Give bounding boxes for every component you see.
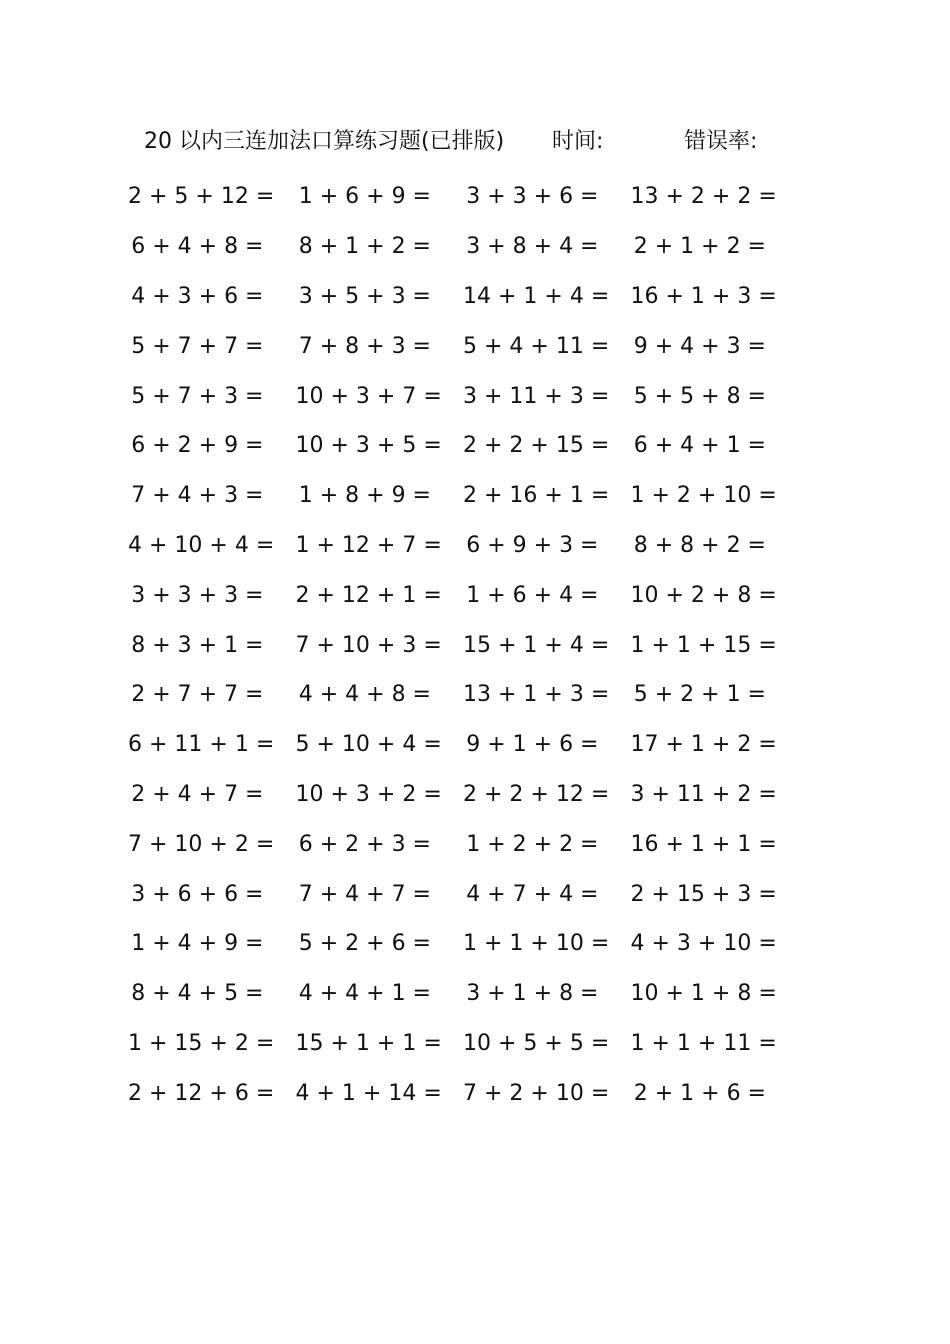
- problem-item: 5 + 10 + 4 =: [295, 732, 442, 758]
- problem-item: 6 + 4 + 1 =: [633, 433, 766, 459]
- problem-grid: [128, 172, 798, 1118]
- problem-item: 6 + 9 + 3 =: [466, 532, 599, 558]
- problem-item: 10 + 2 + 8 =: [630, 582, 777, 608]
- problem-item: 3 + 5 + 3 =: [298, 283, 431, 309]
- problem-item: 1 + 6 + 9 =: [298, 184, 431, 210]
- problem-item: 4 + 1 + 14 =: [295, 1080, 442, 1106]
- problem-row: [128, 670, 798, 720]
- problem-item: 6 + 2 + 9 =: [131, 433, 264, 459]
- problem-item: 13 + 1 + 3 =: [463, 682, 610, 708]
- worksheet-header: [144, 124, 784, 160]
- problem-item: 1 + 2 + 10 =: [630, 483, 777, 509]
- problem-item: 4 + 3 + 6 =: [131, 283, 264, 309]
- problem-item: 5 + 4 + 11 =: [463, 333, 610, 359]
- problem-item: 5 + 5 + 8 =: [633, 383, 766, 409]
- problem-item: 3 + 8 + 4 =: [466, 234, 599, 260]
- time-label: 时间:: [552, 129, 604, 154]
- problem-item: 9 + 1 + 6 =: [466, 732, 599, 758]
- problem-row: [128, 1019, 798, 1069]
- problem-item: 8 + 3 + 1 =: [131, 632, 264, 658]
- problem-item: 7 + 4 + 7 =: [298, 881, 431, 907]
- problem-item: 15 + 1 + 4 =: [463, 632, 610, 658]
- problem-item: 5 + 2 + 6 =: [298, 931, 431, 957]
- problem-item: 10 + 3 + 2 =: [295, 781, 442, 807]
- problem-row: [128, 869, 798, 919]
- problem-row: [128, 570, 798, 620]
- problem-item: 2 + 15 + 3 =: [630, 881, 777, 907]
- problem-item: 3 + 11 + 2 =: [630, 781, 777, 807]
- problem-row: [128, 521, 798, 571]
- problem-item: 9 + 4 + 3 =: [633, 333, 766, 359]
- problem-item: 4 + 3 + 10 =: [630, 931, 777, 957]
- problem-item: 1 + 15 + 2 =: [128, 1030, 275, 1056]
- problem-item: 2 + 2 + 12 =: [463, 781, 610, 807]
- problem-item: 6 + 2 + 3 =: [298, 831, 431, 857]
- problem-item: 4 + 4 + 1 =: [298, 981, 431, 1007]
- problem-row: [128, 172, 798, 222]
- problem-item: 7 + 4 + 3 =: [131, 483, 264, 509]
- problem-item: 2 + 12 + 1 =: [295, 582, 442, 608]
- problem-item: 4 + 7 + 4 =: [466, 881, 599, 907]
- problem-item: 10 + 1 + 8 =: [630, 981, 777, 1007]
- problem-row: [128, 819, 798, 869]
- problem-item: 2 + 12 + 6 =: [128, 1080, 275, 1106]
- problem-item: 10 + 3 + 5 =: [295, 433, 442, 459]
- problem-item: 4 + 4 + 8 =: [298, 682, 431, 708]
- problem-item: 2 + 2 + 15 =: [463, 433, 610, 459]
- problem-item: 16 + 1 + 3 =: [630, 283, 777, 309]
- problem-item: 8 + 8 + 2 =: [633, 532, 766, 558]
- problem-row: [128, 471, 798, 521]
- problem-item: 5 + 2 + 1 =: [633, 682, 766, 708]
- problem-row: [128, 321, 798, 371]
- problem-item: 1 + 1 + 11 =: [630, 1030, 777, 1056]
- problem-item: 15 + 1 + 1 =: [295, 1030, 442, 1056]
- problem-item: 5 + 7 + 7 =: [131, 333, 264, 359]
- problem-row: [128, 421, 798, 471]
- problem-item: 1 + 6 + 4 =: [466, 582, 599, 608]
- problem-row: [128, 919, 798, 969]
- problem-item: 7 + 2 + 10 =: [463, 1080, 610, 1106]
- problem-row: [128, 371, 798, 421]
- problem-item: 1 + 8 + 9 =: [298, 483, 431, 509]
- problem-item: 8 + 1 + 2 =: [298, 234, 431, 260]
- problem-item: 1 + 1 + 15 =: [630, 632, 777, 658]
- problem-item: 2 + 5 + 12 =: [128, 184, 275, 210]
- problem-item: 3 + 1 + 8 =: [466, 981, 599, 1007]
- problem-item: 7 + 10 + 2 =: [128, 831, 275, 857]
- problem-row: [128, 272, 798, 322]
- problem-item: 2 + 4 + 7 =: [131, 781, 264, 807]
- problem-item: 7 + 10 + 3 =: [295, 632, 442, 658]
- problem-item: 1 + 1 + 10 =: [463, 931, 610, 957]
- problem-item: 2 + 7 + 7 =: [131, 682, 264, 708]
- problem-row: [128, 620, 798, 670]
- problem-item: 2 + 16 + 1 =: [463, 483, 610, 509]
- problem-item: 3 + 11 + 3 =: [463, 383, 610, 409]
- problem-item: 1 + 2 + 2 =: [466, 831, 599, 857]
- problem-item: 2 + 1 + 2 =: [633, 234, 766, 260]
- problem-item: 10 + 3 + 7 =: [295, 383, 442, 409]
- problem-row: [128, 1068, 798, 1118]
- problem-item: 13 + 2 + 2 =: [630, 184, 777, 210]
- error-rate-label: 错误率:: [684, 129, 758, 154]
- problem-item: 17 + 1 + 2 =: [630, 732, 777, 758]
- problem-item: 8 + 4 + 5 =: [131, 981, 264, 1007]
- problem-item: 3 + 3 + 6 =: [466, 184, 599, 210]
- problem-item: 6 + 4 + 8 =: [131, 234, 264, 260]
- problem-item: 7 + 8 + 3 =: [298, 333, 431, 359]
- problem-item: 16 + 1 + 1 =: [630, 831, 777, 857]
- problem-item: 6 + 11 + 1 =: [128, 732, 275, 758]
- problem-row: [128, 969, 798, 1019]
- problem-item: 1 + 12 + 7 =: [295, 532, 442, 558]
- problem-item: 2 + 1 + 6 =: [633, 1080, 766, 1106]
- problem-item: 4 + 10 + 4 =: [128, 532, 275, 558]
- problem-item: 5 + 7 + 3 =: [131, 383, 264, 409]
- problem-item: 14 + 1 + 4 =: [463, 283, 610, 309]
- problem-item: 3 + 3 + 3 =: [131, 582, 264, 608]
- problem-item: 3 + 6 + 6 =: [131, 881, 264, 907]
- problem-row: [128, 222, 798, 272]
- problem-row: [128, 720, 798, 770]
- problem-row: [128, 770, 798, 820]
- worksheet-title: 20 以内三连加法口算练习题(已排版): [144, 129, 505, 154]
- problem-item: 10 + 5 + 5 =: [463, 1030, 610, 1056]
- problem-item: 1 + 4 + 9 =: [131, 931, 264, 957]
